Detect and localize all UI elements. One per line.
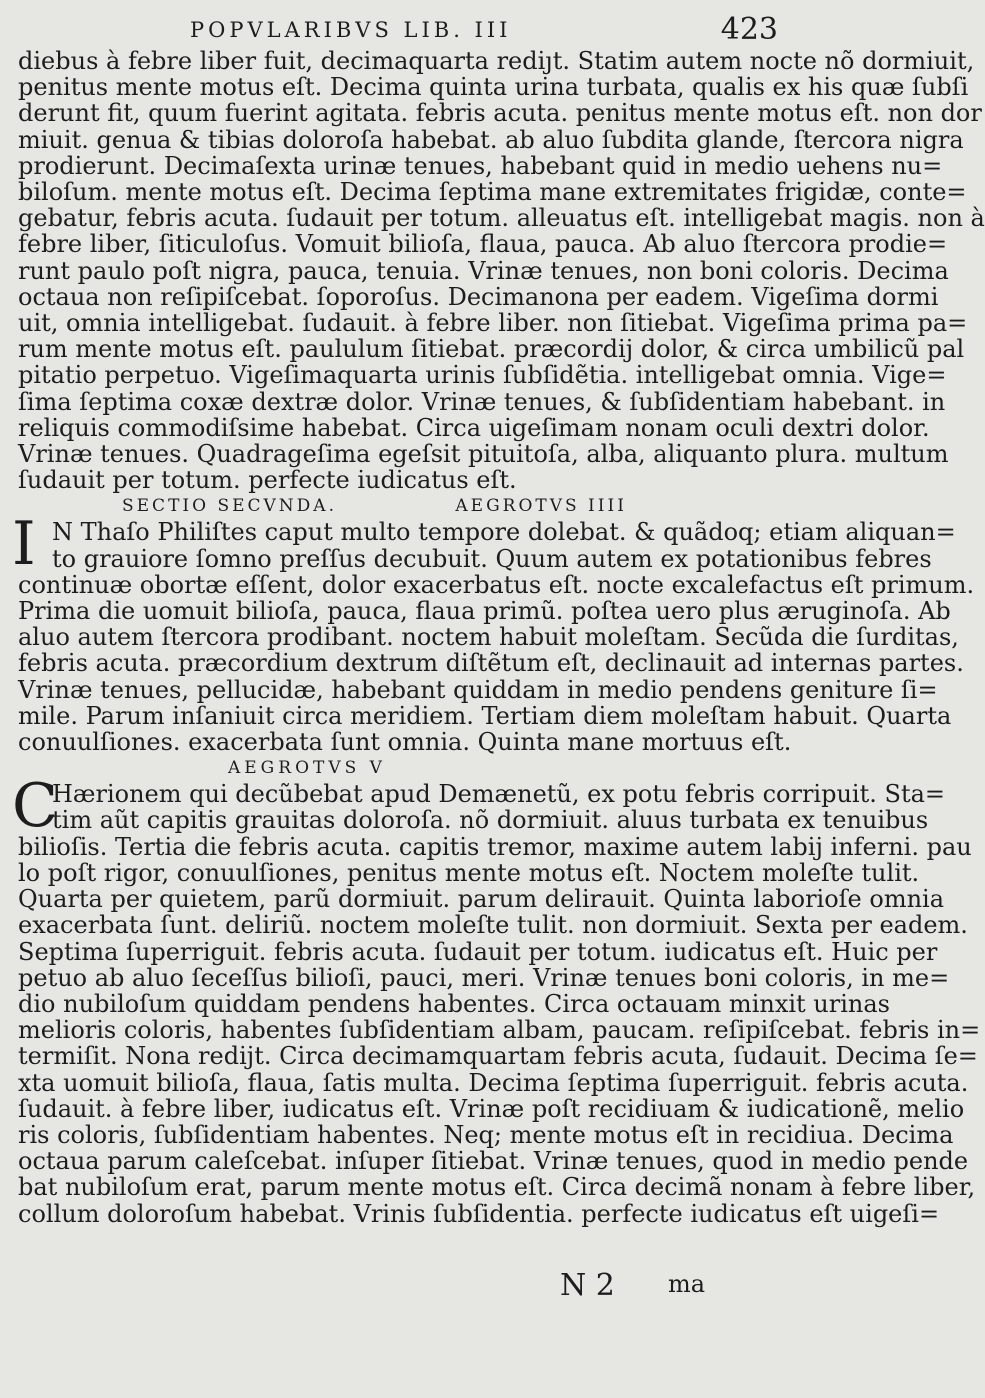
text-line: prodierunt. Decimaſexta urinæ tenues, habebant quid in medio uehens nu= bbox=[18, 151, 943, 180]
text-line: gebatur, febris acuta. ſudauit per totum. alleuatus eſt. intelligebat magis. non à bbox=[18, 204, 985, 233]
text-line: ris coloris, ſubſidentiam habentes. Neq; mente motus eſt in recidiua. Decima bbox=[18, 1120, 954, 1149]
text-line: Quarta per quietem, parũ dormiuit. parum delirauit. Quinta laborioſe omnia bbox=[18, 885, 945, 914]
text-line: petuo ab aluo ſeceſſus bilioſi, pauci, meri. Vrinæ tenues boni coloris, in me= bbox=[18, 963, 950, 992]
text-line: reliquis commodiſsime habebat. Circa uigeſimam nonam oculi dextri dolor. bbox=[18, 413, 930, 442]
text-line: pitatio perpetuo. Vigeſimaquarta urinis ſubſidẽtia. intelligebat omnia. Vige= bbox=[18, 361, 947, 390]
text-line: febris acuta. præcordium dextrum diſtẽtum eſt, declinauit ad internas partes. bbox=[18, 649, 964, 678]
text-line: tim aũt capitis grauitas doloroſa. nõ dormiuit. aluus turbata ex tenuibus bbox=[52, 806, 929, 835]
text-line: dio nubiloſum quiddam pendens habentes. Circa octauam minxit urinas bbox=[18, 989, 890, 1018]
text-line: to grauiore ſomno preſſus decubuit. Quum autem ex potationibus febres bbox=[52, 544, 932, 573]
text-line: ſudauit. à febre liber, iudicatus eſt. Vrinæ poſt recidiuam & iudicationẽ, melio bbox=[18, 1094, 965, 1123]
paragraph-aegrotus-v bbox=[12, 771, 981, 1228]
text-line: collum doloroſum habebat. Vrinis ſubſidentia. perfecte iudicatus eſt uigeſi= bbox=[18, 1199, 940, 1228]
line-text: N Thaſo Philiſtes caput multo tempore dolebat. & quãdoq; etiam aliquan= bbox=[52, 518, 956, 547]
text-line: continuæ obortæ eſſent, dolor exacerbatus eſt. nocte excalefactus eſt primum. bbox=[18, 570, 975, 599]
page-number: 423 bbox=[720, 12, 778, 47]
page-header bbox=[0, 12, 800, 48]
text-line: rum mente motus eſt. paululum ſitiebat. præcordij dolor, & circa umbilicũ pal bbox=[18, 335, 965, 364]
section-heading bbox=[18, 493, 782, 519]
text-line: runt paulo poſt nigra, pauca, tenuia. Vrinæ tenues, non boni coloris. Decima bbox=[18, 256, 949, 285]
drop-capital: C bbox=[12, 771, 58, 842]
text-line: Septima ſuperriguit. febris acuta. ſudauit per totum. iudicatus eſt. Huic per bbox=[18, 937, 938, 966]
text-line: melioris coloris, habentes ſubſidentiam albam, paucam. reſipiſcebat. febris in= bbox=[18, 1016, 981, 1045]
text-line: febre liber, ſiticuloſus. Vomuit bilioſa, flaua, pauca. Ab aluo ſtercora prodie= bbox=[18, 230, 948, 259]
text-line: derunt fit, quum fuerint agitata. febris acuta. penitus mente motus eſt. non dor bbox=[18, 99, 982, 128]
text-line: exacerbata ſunt. deliriũ. noctem moleſte tulit. non dormiuit. Sexta per eadem. bbox=[18, 911, 968, 940]
text-line: conuulſiones. exacerbata ſunt omnia. Quinta mane mortuus eſt. bbox=[18, 728, 792, 757]
text-line: lo poſt rigor, conuulſiones, penitus mente motus eſt. Noctem moleſte tulit. bbox=[18, 858, 920, 887]
text-line: bat nubiloſum erat, parum mente motus eſt. Circa decimã nonam à febre liber, bbox=[18, 1173, 976, 1202]
catchword: ma bbox=[668, 1270, 706, 1298]
text-body bbox=[12, 47, 985, 1228]
signature-mark: N 2 bbox=[560, 1268, 615, 1303]
running-head: POPVLARIBVS LIB. III bbox=[190, 18, 512, 42]
text-line: ſima ſeptima coxæ dextræ dolor. Vrinæ tenues, & ſubſidentiam habebant. in bbox=[18, 387, 946, 416]
text-line: Vrinæ tenues. Quadrageſima egeſsit pituitoſa, alba, aliquanto plura. multum bbox=[18, 440, 949, 469]
section-title: SECTIO SECVNDA. bbox=[122, 496, 337, 517]
drop-capital: I bbox=[12, 509, 36, 580]
page-footer bbox=[560, 1268, 720, 1303]
paragraph-aegrotus-iii-end bbox=[18, 47, 985, 495]
text-line: miuit. genua & tibias doloroſa habebat. ab aluo ſubdita glande, ſtercora nigra bbox=[18, 125, 964, 154]
text-line: mile. Parum inſaniuit circa meridiem. Tertiam diem moleſtam habuit. Quarta bbox=[18, 701, 952, 730]
text-line: octaua parum caleſcebat. inſuper ſitiebat. Vrinæ tenues, quod in medio pende bbox=[18, 1147, 969, 1176]
text-line: diebus à febre liber fuit, decimaquarta rediȷt. Statim autem nocte nõ dormiuit, bbox=[18, 47, 975, 75]
text-line: ſudauit per totum. perfecte iudicatus eſt. bbox=[18, 466, 517, 495]
text-line: termiſit. Nona redijt. Circa decimamquartam febris acuta, ſudauit. Decima ſe= bbox=[18, 1042, 978, 1071]
text-line: Vrinæ tenues, pellucidæ, habebant quiddam in medio pendens geniture ſi= bbox=[18, 675, 938, 704]
text-line: uit, omnia intelligebat. ſudauit. à febre liber. non ſitiebat. Vigeſima prima pa= bbox=[18, 309, 968, 338]
patient-heading-iiii: AEGROTVS IIII bbox=[455, 496, 627, 517]
text-line: xta uomuit bilioſa, flaua, ſatis multa. Decima ſeptima ſuperriguit. febris acuta. bbox=[18, 1068, 969, 1097]
text-line: penitus mente motus eſt. Decima quinta urina turbata, qualis ex his quæ ſubſi bbox=[18, 73, 969, 102]
text-line: bilioſis. Tertia die febris acuta. capitis tremor, maxime autem labij inferni. pau bbox=[18, 832, 972, 861]
text-line: Prima die uomuit bilioſa, pauca, flaua primũ. poſtea uero plus æruginoſa. Ab bbox=[18, 597, 951, 626]
text-line: aluo autem ſtercora prodibant. noctem habuit moleſtam. Secũda die ſurditas, bbox=[18, 623, 959, 652]
text-line: biloſum. mente motus eſt. Decima ſeptima mane extremitates frigidæ, conte= bbox=[18, 178, 967, 207]
line-text: Hærionem qui decũbebat apud Demænetũ, ex potu febris corripuit. Sta= bbox=[52, 780, 946, 809]
paragraph-aegrotus-iiii bbox=[12, 509, 975, 757]
text-line: octaua non reſipiſcebat. ſoporoſus. Decimanona per eadem. Vigeſima dormi bbox=[18, 282, 939, 311]
patient-heading-v: AEGROTVS V bbox=[228, 758, 386, 779]
